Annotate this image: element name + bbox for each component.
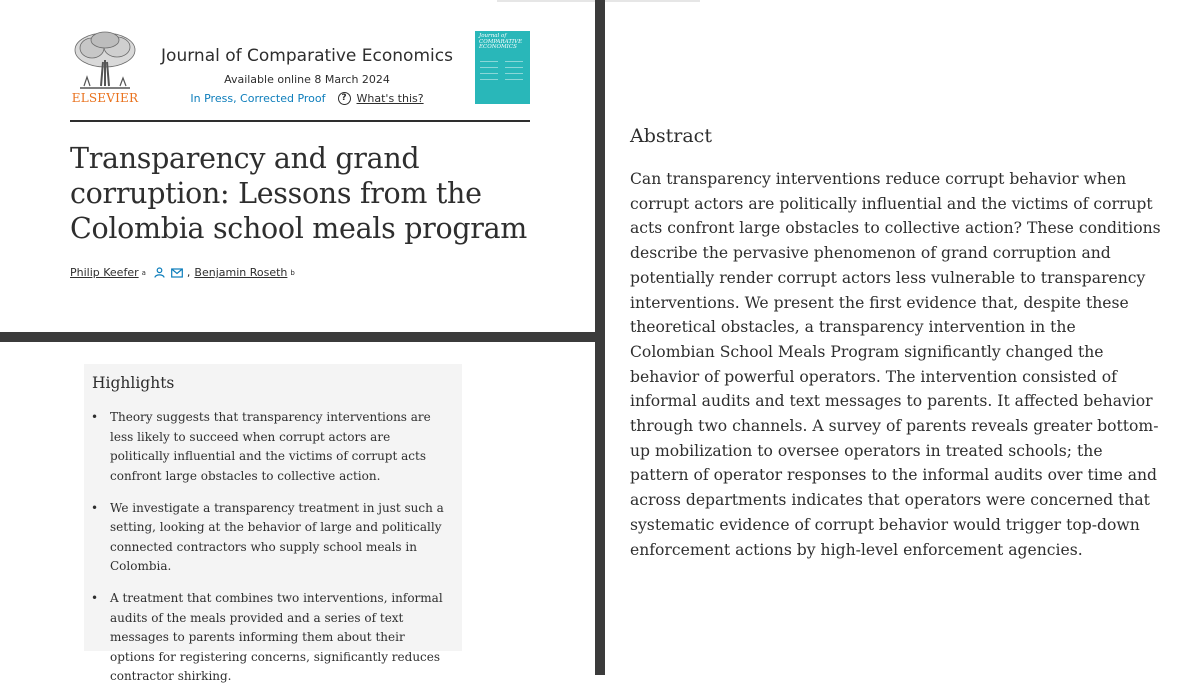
cover-text-line: [505, 79, 523, 80]
bullet: •: [91, 500, 99, 515]
tree-icon: [70, 30, 140, 92]
help-question-icon: ?: [338, 92, 351, 105]
article-title: Transparency and grand corruption: Lessons from the Colombia school meals program: [70, 142, 527, 245]
vertical-divider: [595, 0, 605, 675]
cover-text-line: [505, 67, 523, 68]
author-link[interactable]: Benjamin Roseth: [194, 266, 288, 279]
author-list: [70, 266, 295, 279]
bullet: •: [91, 591, 99, 605]
in-press-link[interactable]: In Press, Corrected Proof: [190, 92, 326, 105]
whats-this-link[interactable]: [338, 92, 424, 105]
cover-title: Journal of COMPARATIVE ECONOMICS: [479, 33, 523, 50]
journal-info: [150, 46, 464, 105]
whats-this-label: What's this?: [356, 92, 424, 105]
highlight-item: • Theory suggests that transparency interventions are less likely to succeed when corrupt actors are politically influential and the victims of corrupt acts confront large obstacles to collective action.: [91, 410, 431, 483]
horizontal-divider: [0, 332, 600, 342]
abstract-heading: Abstract: [630, 125, 712, 147]
journal-title[interactable]: Journal of Comparative Economics: [161, 46, 453, 66]
highlights-list: [84, 408, 462, 699]
envelope-icon[interactable]: [171, 268, 183, 278]
journal-cover-thumbnail[interactable]: [475, 31, 530, 104]
affiliation-marker[interactable]: a: [141, 268, 146, 277]
cover-text-line: [480, 79, 498, 80]
author-separator: ,: [186, 266, 191, 279]
header-rule: [70, 120, 530, 122]
available-online-date: Available online 8 March 2024: [224, 73, 390, 86]
affiliation-marker[interactable]: b: [290, 268, 295, 277]
elsevier-wordmark: ELSEVIER: [71, 91, 139, 105]
abstract-text: Can transparency interventions reduce corrupt behavior when corrupt actors are politically influential and the victims of corrupt acts confront large obstacles to collective action? These conditions describe the pervasive phenomenon of grand corruption and potentially render corrupt actors less vulnerable to transparency interventions. We present the first evidence that, despite these theoretical obstacles, a transparency intervention in the Colombian School Meals Program significantly changed the behavior of powerful operators. The intervention consisted of informal audits and text messages to parents. It affected behavior through two channels. A survey of parents reveals greater bottom-up mobilization to oversee operators in treated schools; the pattern of operator responses to the informal audits over time and across departments indicates that operators were concerned that systematic evidence of corrupt behavior would trigger top-down enforcement actions by high-level enforcement agencies.: [630, 170, 1161, 559]
cover-text-line: [480, 61, 498, 62]
cover-text-line: [480, 67, 498, 68]
highlights-box: [84, 364, 462, 683]
highlight-item: • A treatment that combines two interventions, informal audits of the meals provided and a series of text messages to parents informing them about their options for registering concerns, significantly reduces contractor shirking.: [91, 591, 443, 683]
bullet: •: [91, 410, 99, 424]
cover-text-line: [480, 73, 498, 74]
highlight-item: • We investigate a transparency treatment in just such a setting, looking at the behavior of large and politically connected contractors who supply school meals in Colombia.: [91, 500, 444, 573]
cover-text-line: [505, 61, 523, 62]
person-icon[interactable]: [154, 267, 165, 278]
author-link[interactable]: Philip Keefer: [70, 266, 139, 279]
journal-status-row: [150, 92, 464, 105]
highlights-heading: Highlights: [92, 374, 175, 392]
cover-text-line: [505, 73, 523, 74]
